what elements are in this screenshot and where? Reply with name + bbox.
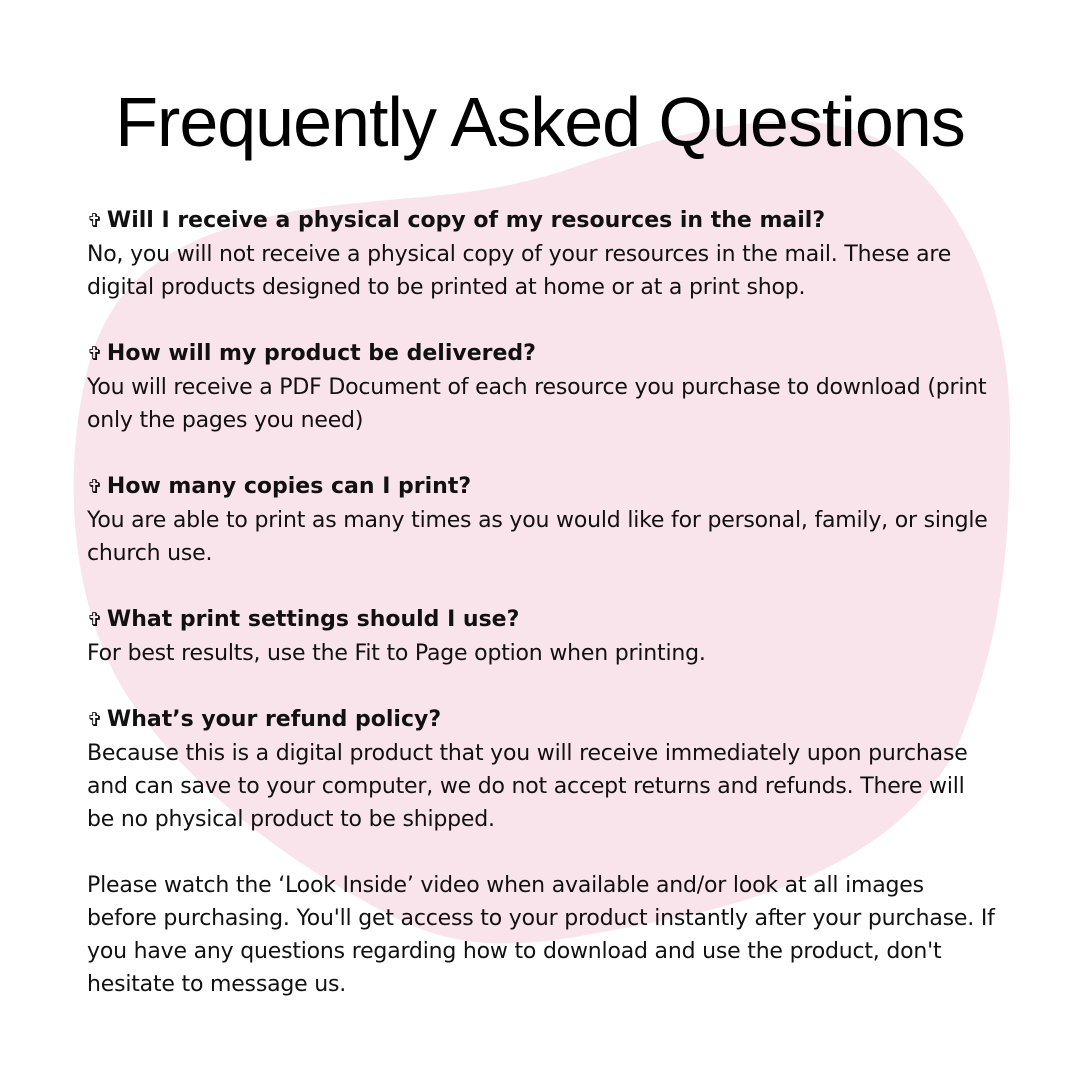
- question-text: What print settings should I use?: [106, 607, 520, 632]
- faq-question: [87, 603, 997, 637]
- faq-list: [87, 204, 997, 1001]
- faq-item: [87, 337, 997, 437]
- faq-question: [87, 204, 997, 238]
- faq-item: [87, 703, 997, 836]
- question-text: Will I receive a physical copy of my resources in the mail?: [106, 208, 826, 233]
- cross-icon: ✞: [87, 609, 103, 631]
- faq-answer: Because this is a digital product that you will receive immediately upon purchase and can save to your computer, we do not accept returns and refunds. There will be no physical product to be shipped.: [87, 741, 968, 832]
- faq-answer: No, you will not receive a physical copy of your resources in the mail. These are digital products designed to be printed at home or at a print shop.: [87, 242, 952, 300]
- faq-item: [87, 470, 997, 570]
- page-title: Frequently Asked Questions: [115, 83, 965, 161]
- question-text: How will my product be delivered?: [106, 341, 536, 366]
- faq-item: [87, 603, 997, 670]
- faq-answer: For best results, use the Fit to Page option when printing.: [87, 641, 706, 666]
- faq-question: [87, 470, 997, 504]
- closing-note: Please watch the ‘Look Inside’ video when available and/or look at all images before purchasing. You'll get access to your product instantly after your purchase. If you have any questions regarding how to download and use the product, don't hesitate to message us.: [87, 873, 995, 997]
- faq-answer: You are able to print as many times as you would like for personal, family, or single church use.: [87, 508, 988, 566]
- faq-answer: You will receive a PDF Document of each resource you purchase to download (print only the pages you need): [87, 375, 987, 433]
- question-text: What’s your refund policy?: [106, 707, 442, 732]
- cross-icon: ✞: [87, 343, 103, 365]
- cross-icon: ✞: [87, 709, 103, 731]
- cross-icon: ✞: [87, 476, 103, 498]
- cross-icon: ✞: [87, 210, 103, 232]
- question-text: How many copies can I print?: [106, 474, 472, 499]
- faq-item: [87, 204, 997, 304]
- faq-question: [87, 337, 997, 371]
- faq-question: [87, 703, 997, 737]
